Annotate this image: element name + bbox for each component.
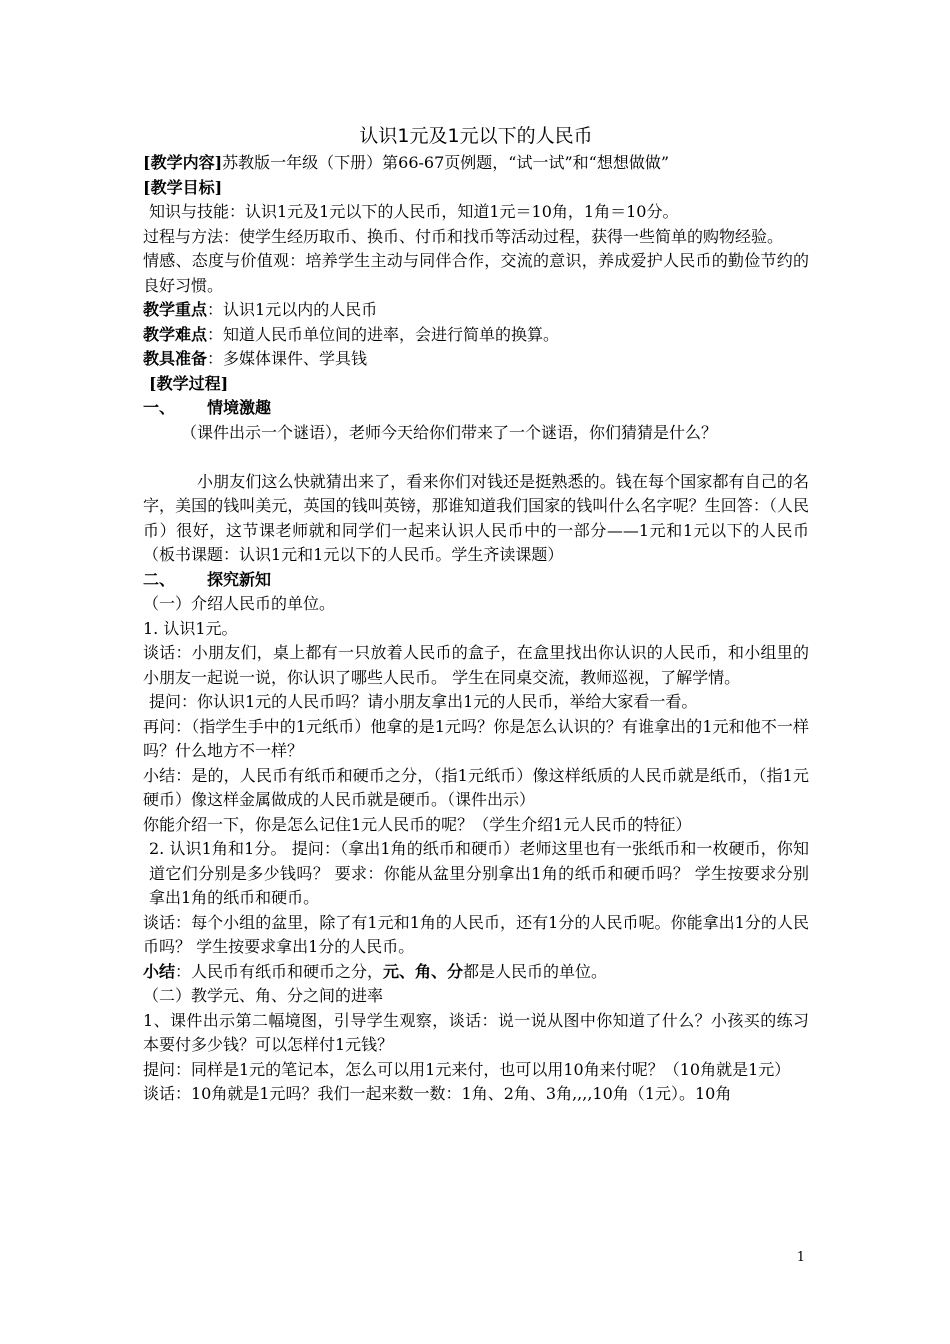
- paragraph-talk-2: 谈话：每个小组的盆里，除了有1元和1角的人民币，还有1分的人民币呢。你能拿出1分的人民币吗？ 学生按要求拿出1分的人民币。: [143, 912, 809, 956]
- paragraph-courseware: 1、课件出示第二幅境图，引导学生观察，谈话：说一说从图中你知道了什么？小孩买的练习本要付多少钱？可以怎样付1元钱？: [143, 1010, 809, 1054]
- summary-text-b: 都是人民币的单位。: [463, 961, 608, 981]
- page-number: 1: [796, 1250, 805, 1265]
- item-one-yuan: 1. 认识1元。: [143, 618, 238, 638]
- section-1-number: 一、: [143, 398, 176, 417]
- paragraph-question-2: 再问：（指学生手中的1元纸币）他拿的是1元吗？你是怎么认识的？有谁拿出的1元和他不一样吗？什么地方不一样？: [143, 716, 809, 760]
- goals-label: [教学目标]: [143, 177, 223, 197]
- key-point-text: ：认识1元以内的人民币: [207, 300, 378, 319]
- section-1-riddle: （课件出示一个谜语），老师今天给你们带来了一个谜语，你们猜猜是什么？: [181, 422, 718, 442]
- document-body: [143, 122, 809, 1107]
- paragraph-question-1: 提问：你认识1元的人民币吗？请小朋友拿出1元的人民币，举给大家看一看。: [149, 692, 698, 711]
- goal-knowledge: 知识与技能：认识1元及1元以下的人民币，知道1元＝10角，1角＝10分。: [149, 202, 679, 221]
- section-2-heading: [143, 568, 809, 593]
- goal-attitude: 情感、态度与价值观：培养学生主动与同伴合作，交流的意识，养成爱护人民币的勤俭节约的良好习惯。: [143, 251, 809, 295]
- difficulty-text: ：知道人民币单位间的进率，会进行简单的换算。: [207, 324, 560, 344]
- difficulty-line: [143, 323, 809, 348]
- tools-line: [143, 347, 809, 372]
- paragraph-count: 谈话：10角就是1元吗？我们一起来数一数：1角、2角、3角,,,,10角（1元）。10角: [143, 1084, 732, 1103]
- document-title: 认识1元及1元以下的人民币: [359, 125, 593, 147]
- goal-process: 过程与方法：使学生经历取币、换币、付币和找币等活动过程，获得一些简单的购物经验。: [143, 226, 784, 246]
- section-1-title: 情境激趣: [207, 398, 272, 417]
- section-2-title: 探究新知: [207, 569, 272, 589]
- section-1-intro: 小朋友们这么快就猜出来了，看来你们对钱还是挺熟悉的。钱在每个国家都有自己的名字，美国的钱叫美元，英国的钱叫英镑，那谁知道我们国家的钱叫什么名字呢？生回答：（人民币）很好，这节课老师就和同学们一起来认识人民币中的一部分——1元和1元以下的人民币（板书课题：认识1元和1元以下的人民币。学生齐读课题）: [143, 471, 809, 564]
- section-2-number: 二、: [143, 569, 176, 589]
- key-point-line: [143, 298, 809, 323]
- subsection-units: （一）介绍人民币的单位。: [143, 594, 336, 613]
- process-label: [教学过程]: [149, 373, 229, 393]
- summary-label: 小结: [143, 961, 176, 981]
- summary-text-units: 元、角、分: [383, 961, 464, 981]
- paragraph-introduce: 你能介绍一下，你是怎么记住1元人民币的呢？（学生介绍1元人民币的特征）: [143, 814, 692, 834]
- paragraph-jiao-fen: 2. 认识1角和1分。 提问：（拿出1角的纸币和硬币）老师这里也有一张纸币和一枚硬币，你知道它们分别是多少钱吗？ 要求：你能从盆里分别拿出1角的纸币和硬币吗？ 学生按要求分别拿出1角的纸币和硬币。: [149, 839, 809, 907]
- key-point-label: 教学重点: [143, 300, 208, 319]
- paragraph-talk-1: 谈话：小朋友们，桌上都有一只放着人民币的盒子，在盒里找出你认识的人民币，和小组里的小朋友一起说一说，你认识了哪些人民币。 学生在同桌交流，教师巡视，了解学情。: [143, 643, 809, 687]
- paragraph-question-3: 提问：同样是1元的笔记本，怎么可以用1元来付，也可以用10角来付呢？（10角就是1元）: [143, 1059, 791, 1079]
- subsection-rates: （二）教学元、角、分之间的进率: [143, 986, 384, 1005]
- content-label: [教学内容]: [143, 153, 223, 172]
- paragraph-summary-units: [143, 960, 809, 985]
- content-text: 苏教版一年级（下册）第66-67页例题，“试一试”和“想想做做”: [222, 153, 670, 172]
- section-1-heading: [143, 396, 809, 421]
- tools-label: 教具准备: [143, 349, 208, 368]
- blank-line: [143, 445, 809, 470]
- paragraph-summary-1: 小结：是的，人民币有纸币和硬币之分，（指1元纸币）像这样纸质的人民币就是纸币，（指1元硬币）像这样金属做成的人民币就是硬币。（课件出示）: [143, 765, 809, 809]
- tools-text: ：多媒体课件、学具钱: [207, 349, 368, 368]
- content-line: [143, 151, 809, 176]
- summary-text-a: ：人民币有纸币和硬币之分，: [175, 961, 384, 981]
- difficulty-label: 教学难点: [143, 324, 208, 344]
